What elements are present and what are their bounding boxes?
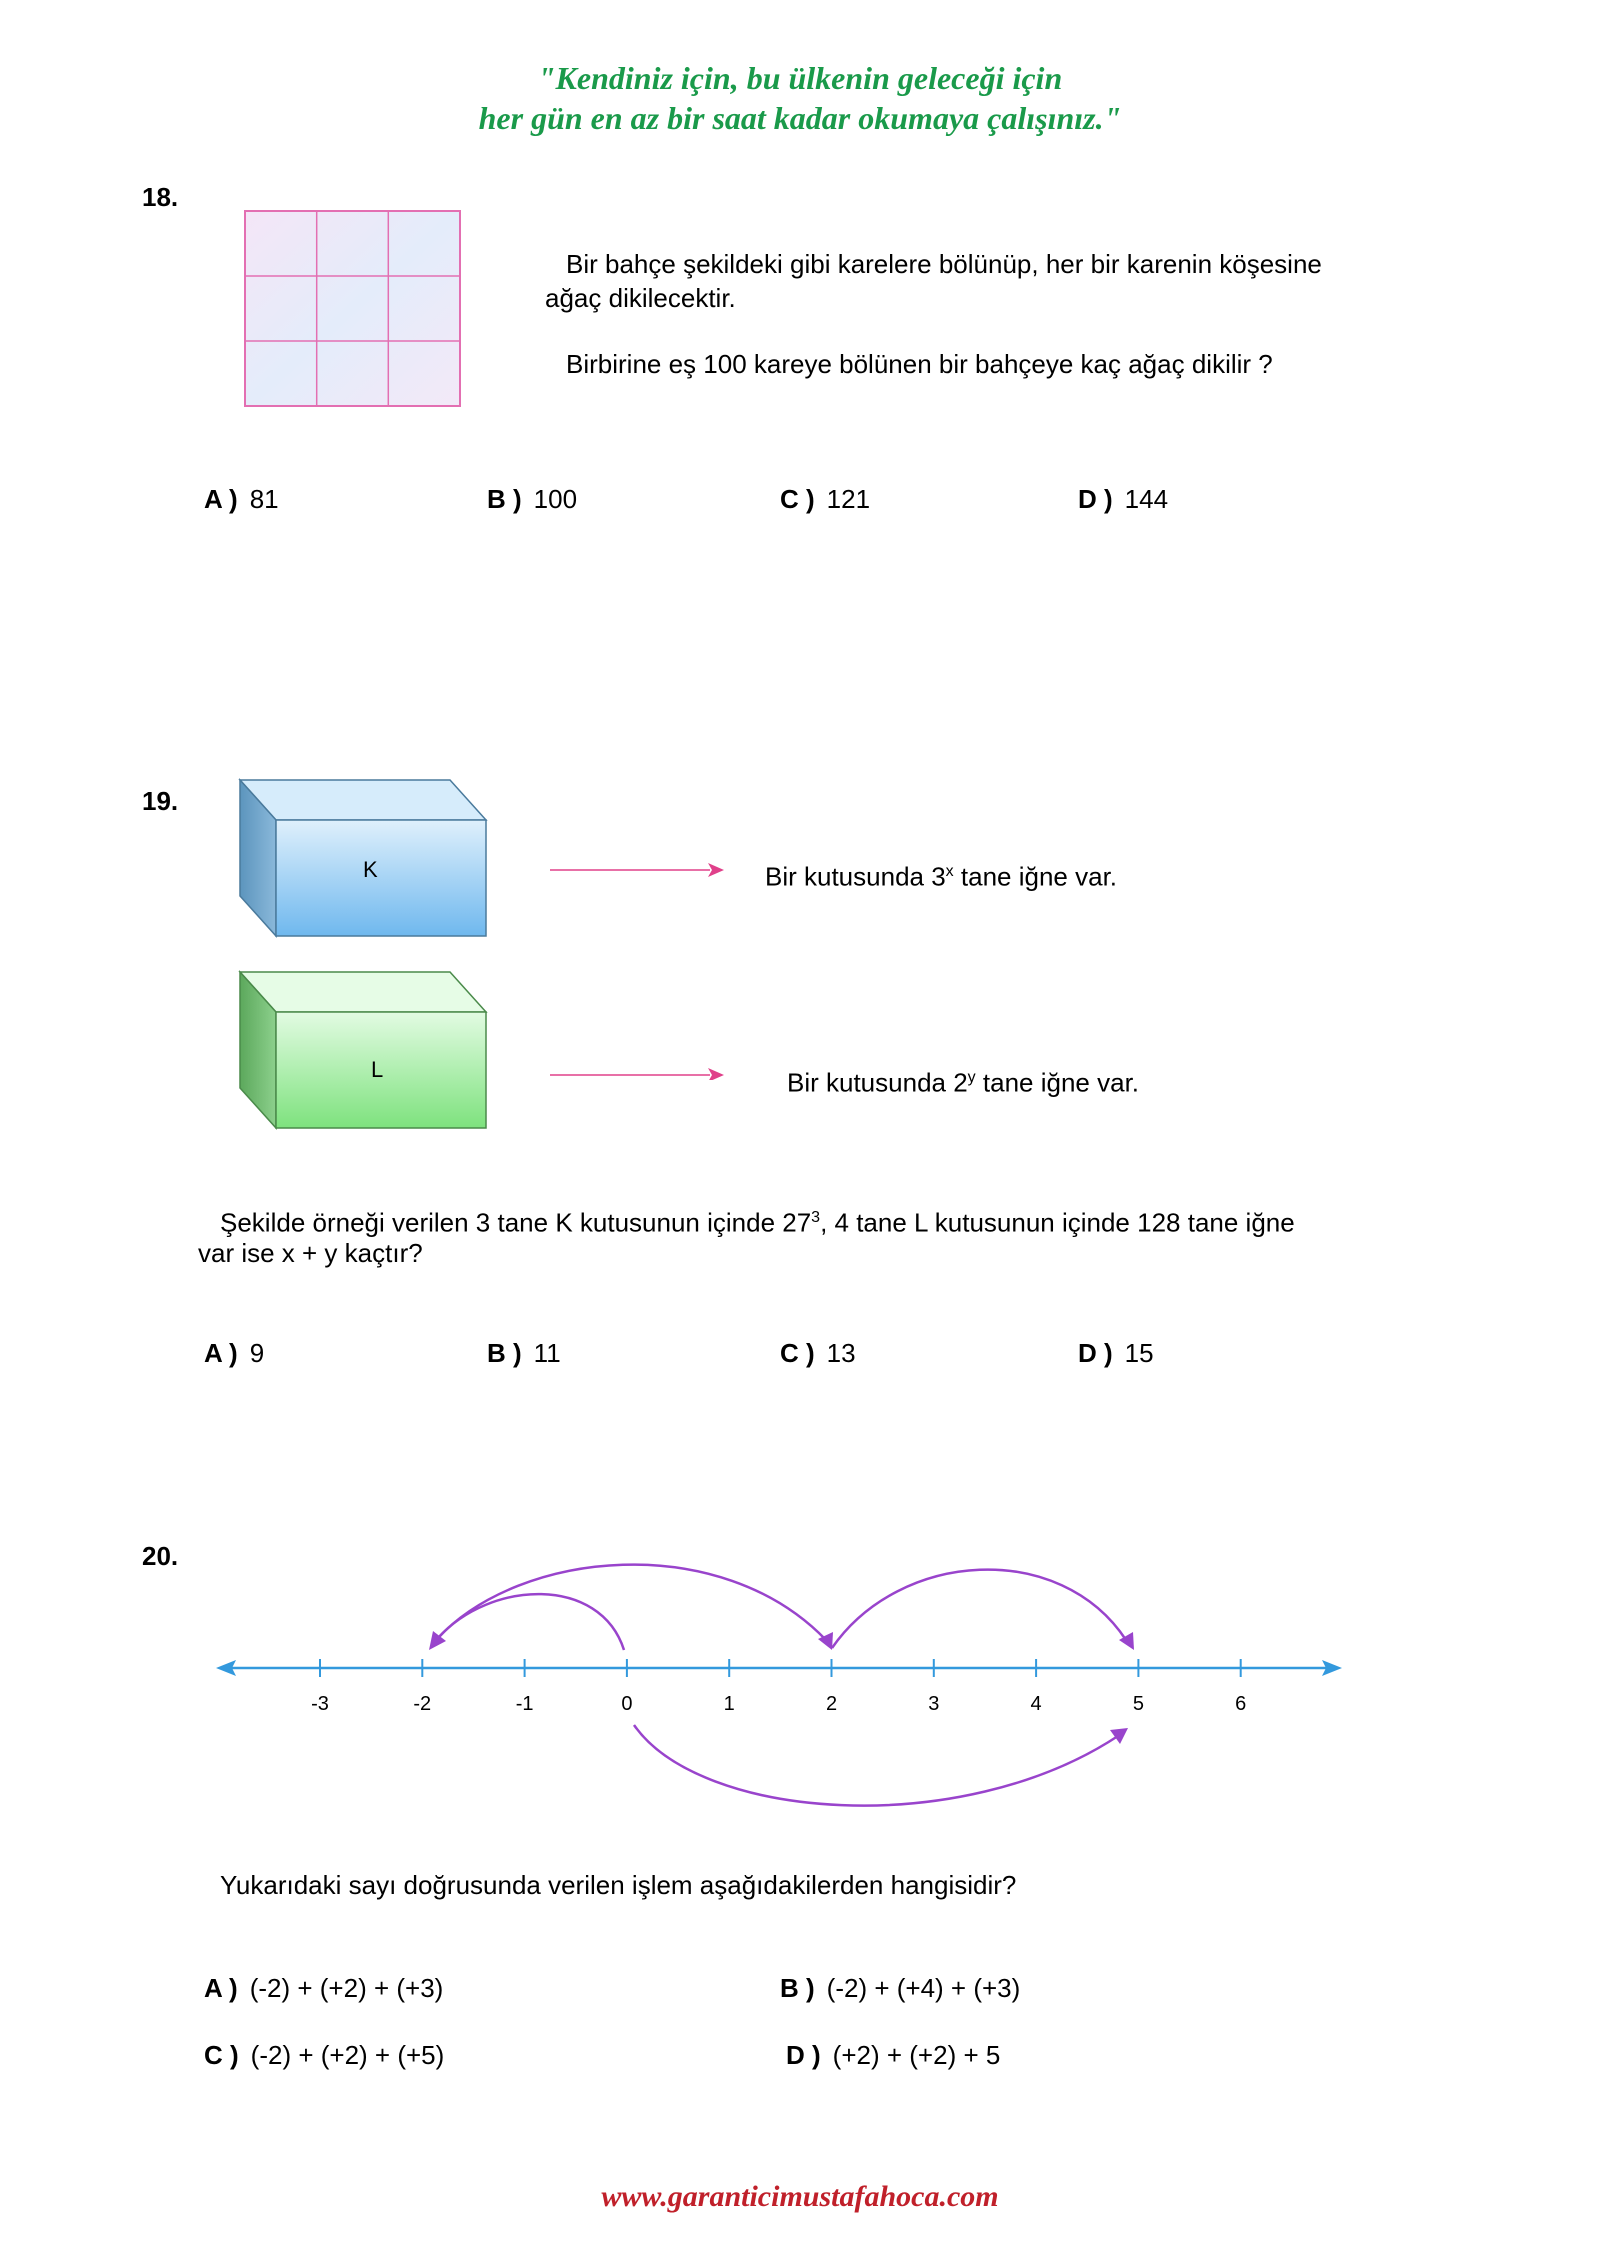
q20-option-a[interactable] xyxy=(204,1973,443,2004)
q18-option-d[interactable] xyxy=(1078,484,1168,515)
q19-option-b[interactable] xyxy=(487,1338,561,1369)
k-text-post: tane iğne var. xyxy=(953,861,1118,892)
q20-option-c[interactable] xyxy=(204,2040,444,2071)
tick-label: 0 xyxy=(621,1693,633,1715)
l-text-post: tane iğne var. xyxy=(975,1067,1140,1098)
tick-label: 2 xyxy=(825,1693,838,1715)
number-line-figure xyxy=(0,1520,1600,1840)
question-19-number: 19. xyxy=(142,786,179,816)
question-18-text-line3: Birbirine eş 100 kareye bölünen bir bahçeye kaç ağaç dikilir ? xyxy=(566,349,1273,379)
arc-minus2-to-2 xyxy=(438,1565,826,1640)
option-label: B ) xyxy=(487,484,522,514)
arrows-figure xyxy=(550,860,726,1080)
option-label: B ) xyxy=(487,1338,522,1368)
q18-option-b[interactable] xyxy=(487,484,577,515)
tick-label: -2 xyxy=(413,1693,432,1715)
option-value: (+2) + (+2) + 5 xyxy=(832,2040,1001,2070)
option-value: (-2) + (+2) + (+3) xyxy=(249,1973,444,2003)
k-text-pre: Bir kutusunda 3 xyxy=(765,861,946,892)
question-18-text-line2: ağaç dikilecektir. xyxy=(545,283,736,313)
question-20-number: 20. xyxy=(142,1541,179,1571)
arc-0-to-5-below xyxy=(634,1725,1118,1806)
option-value: 81 xyxy=(249,484,279,514)
q19-option-d[interactable] xyxy=(1078,1338,1154,1369)
k-text-sup: x xyxy=(945,863,954,880)
option-label: C ) xyxy=(204,2040,239,2070)
q20-option-b[interactable] xyxy=(780,1973,1020,2004)
question-19-text-line1 xyxy=(220,1201,1295,1240)
arc-2-to-5 xyxy=(832,1570,1126,1648)
header-quote-line2: her gün en az bir saat kadar okumaya çalışınız." xyxy=(478,100,1122,136)
q19-question-sup: 3 xyxy=(811,1209,821,1226)
option-value: 144 xyxy=(1124,484,1169,514)
question-18-text-line1: Bir bahçe şekildeki gibi karelere bölünüp, her bir karenin köşesine xyxy=(566,249,1322,279)
q20-option-d[interactable] xyxy=(786,2040,1000,2071)
box-l xyxy=(240,972,486,1128)
q19-question-pre: Şekilde örneği verilen 3 tane K kutusunun içinde 27 xyxy=(220,1207,812,1238)
box-k-label: K xyxy=(363,857,378,882)
option-value: 11 xyxy=(533,1338,561,1368)
option-label: B ) xyxy=(780,1973,815,2003)
q18-option-c[interactable] xyxy=(780,484,870,515)
l-text-pre: Bir kutusunda 2 xyxy=(787,1067,968,1098)
option-value: 13 xyxy=(826,1338,856,1368)
option-value: 121 xyxy=(826,484,871,514)
l-text-sup: y xyxy=(967,1069,976,1086)
question-18-number: 18. xyxy=(142,182,179,212)
option-label: D ) xyxy=(1078,1338,1113,1368)
option-value: 15 xyxy=(1124,1338,1154,1368)
box-l-description xyxy=(787,1061,1139,1100)
arrow-l-icon xyxy=(550,1068,724,1080)
jump-arcs xyxy=(429,1565,1134,1806)
garden-grid-figure xyxy=(244,210,462,408)
tick-label: 6 xyxy=(1235,1693,1247,1715)
q19-option-c[interactable] xyxy=(780,1338,856,1369)
question-19-text-line2: var ise x + y kaçtır? xyxy=(198,1238,423,1268)
option-value: 9 xyxy=(249,1338,265,1368)
arc-0-to-5-below-head-icon xyxy=(1110,1728,1128,1744)
option-label: A ) xyxy=(204,1338,238,1368)
option-value: (-2) + (+2) + (+5) xyxy=(250,2040,445,2070)
tick-label: 1 xyxy=(723,1693,735,1715)
tick-label: 4 xyxy=(1030,1693,1042,1715)
option-label: D ) xyxy=(786,2040,821,2070)
footer-url[interactable]: www.garanticimustafahoca.com xyxy=(601,2180,999,2213)
option-value: 100 xyxy=(533,484,578,514)
q19-question-post: , 4 tane L kutusunun içinde 128 tane iğne xyxy=(820,1207,1295,1238)
question-20-text: Yukarıdaki sayı doğrusunda verilen işlem aşağıdakilerden hangisidir? xyxy=(220,1870,1017,1900)
option-label: A ) xyxy=(204,484,238,514)
option-value: (-2) + (+4) + (+3) xyxy=(826,1973,1021,2003)
option-label: D ) xyxy=(1078,484,1113,514)
tick-label: -1 xyxy=(515,1693,534,1715)
box-k-description xyxy=(765,855,1117,894)
header-quote-line1: "Kendiniz için, bu ülkenin geleceği için xyxy=(537,60,1063,96)
option-label: A ) xyxy=(204,1973,238,2003)
option-label: C ) xyxy=(780,1338,815,1368)
option-label: C ) xyxy=(780,484,815,514)
q19-option-a[interactable] xyxy=(204,1338,264,1369)
arrow-k-icon xyxy=(550,863,724,877)
tick-label: 5 xyxy=(1132,1693,1144,1715)
boxes-figure xyxy=(236,778,496,1138)
tick-label: -3 xyxy=(311,1693,329,1715)
box-l-label: L xyxy=(371,1057,384,1082)
q18-option-a[interactable] xyxy=(204,484,279,515)
arc-0-to-minus2 xyxy=(438,1594,624,1650)
tick-label: 3 xyxy=(928,1693,940,1715)
number-line xyxy=(216,1660,1342,1676)
